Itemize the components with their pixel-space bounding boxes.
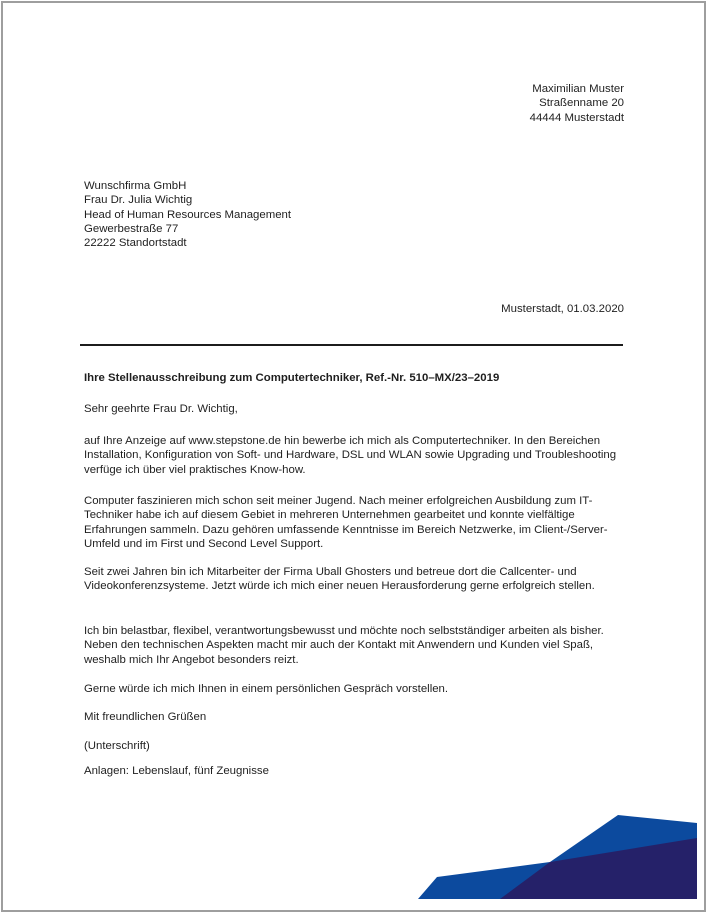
- recipient-contact: Frau Dr. Julia Wichtig: [84, 194, 193, 207]
- horizontal-rule: [80, 344, 623, 346]
- closing-line: Mit freundlichen Grüßen: [84, 711, 207, 723]
- recipient-city: 22222 Standortstadt: [84, 237, 187, 250]
- recipient-address-block: [84, 179, 624, 250]
- recipient-position: Head of Human Resources Management: [84, 208, 292, 221]
- body-paragraph-1: auf Ihre Anzeige auf www.stepstone.de hin bewerbe ich mich als Computertechniker. In den Bereichen Installation, Konfiguration von Soft- und Hardware, DSL und WLAN sowie Upgrading und Troubleshooting verfüge ich über viel praktisches Know-how.: [84, 435, 617, 476]
- recipient-street: Gewerbestraße 77: [84, 222, 179, 235]
- sender-address-block: [84, 82, 624, 125]
- subject-line: Ihre Stellenausschreibung zum Computertechniker, Ref.-Nr. 510–MX/23–2019: [84, 372, 500, 384]
- salutation: Sehr geehrte Frau Dr. Wichtig,: [84, 403, 238, 415]
- sender-city: 44444 Musterstadt: [529, 111, 624, 124]
- sender-name: Maximilian Muster: [532, 83, 624, 95]
- enclosures-line: Anlagen: Lebenslauf, fünf Zeugnisse: [84, 765, 269, 777]
- body-paragraph-5: Gerne würde ich mich Ihnen in einem persönlichen Gespräch vorstellen.: [84, 683, 449, 695]
- signature-placeholder: (Unterschrift): [84, 740, 150, 752]
- recipient-company: Wunschfirma GmbH: [84, 180, 187, 192]
- body-paragraph-2: Computer faszinieren mich schon seit meiner Jugend. Nach meiner erfolgreichen Ausbildung zum IT-Techniker habe ich auf diesem Gebiet in mehreren Unternehmen gearbeitet und konnte vielfältige Erfahrungen sammeln. Dazu gehören umfassende Kenntnisse im Bereich Netzwerke, im Client-/Server-Umfeld und im First und Second Level Support.: [84, 495, 608, 550]
- body-paragraph-3: Seit zwei Jahren bin ich Mitarbeiter der Firma Uball Ghosters und betreue dort die Callcenter- und Videokonferenzsysteme. Jetzt würde ich mich einer neuen Herausforderung gerne erfolgreich stellen.: [84, 566, 595, 593]
- date-line: Musterstadt, 01.03.2020: [501, 303, 624, 315]
- body-paragraph-4: Ich bin belastbar, flexibel, verantwortungsbewusst und möchte noch selbstständiger arbeiten als bisher. Neben den technischen Aspekten macht mir auch der Kontakt mit Anwendern und Kunden viel Spaß, weshalb mich Ihr Angebot besonders reizt.: [84, 625, 604, 666]
- sender-street: Straßenname 20: [539, 97, 624, 110]
